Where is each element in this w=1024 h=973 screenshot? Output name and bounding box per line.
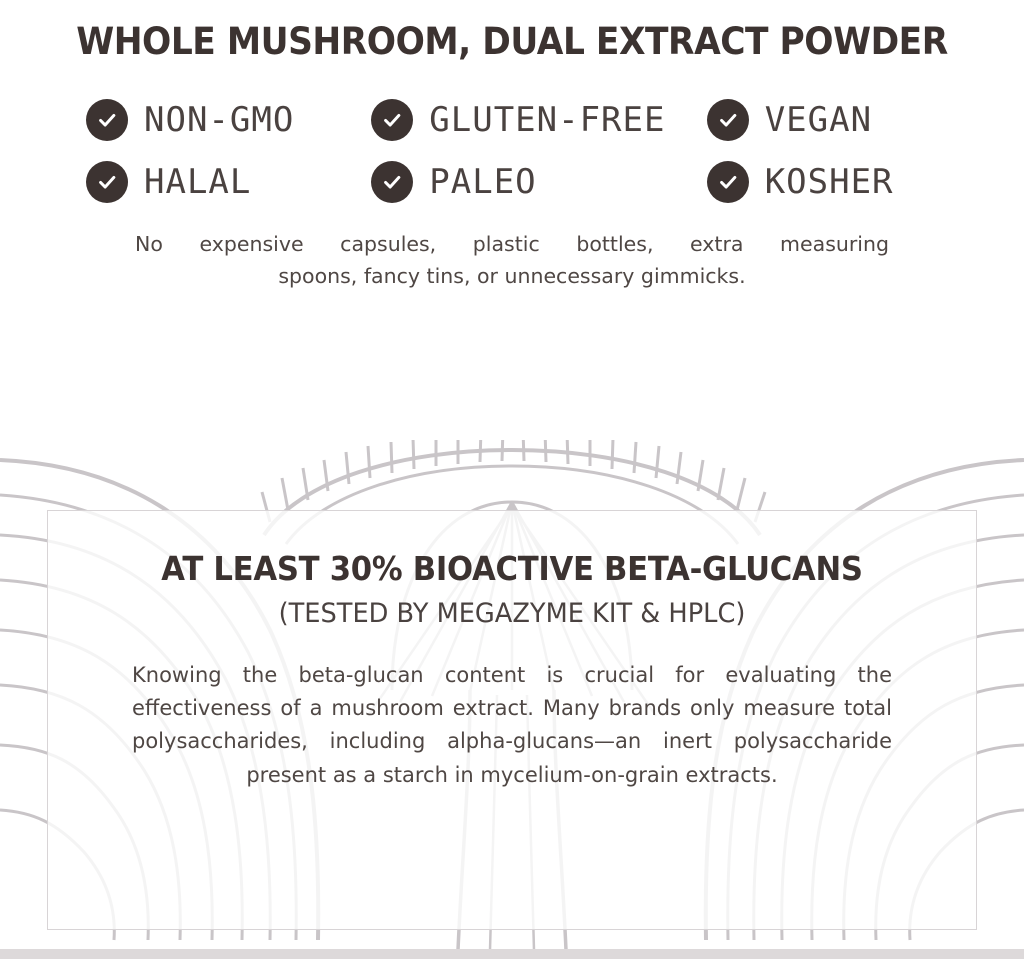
badge-row [86,161,938,203]
check-icon [371,161,413,203]
panel-subtitle: (TESTED BY MEGAZYME KIT & HPLC) [278,598,746,629]
subtext-line-1: No expensive capsules, plastic bottles, extra measuring [135,232,889,256]
check-icon [86,99,128,141]
badge-label: HALAL [144,162,252,202]
check-icon [707,161,749,203]
panel-body-text: Knowing the beta-glucan content is crucial for evaluating the effectiveness of a mushroom extract. Many brands only measure total polysaccharides, including alpha-glucans—an inert polysaccharide present as a starch in mycelium-on-grain extracts. [132,663,892,787]
check-icon [371,99,413,141]
baseline-divider [0,949,1024,959]
check-icon [86,161,128,203]
baseline-gap [0,959,1024,973]
check-icon [707,99,749,141]
page-title: WHOLE MUSHROOM, DUAL EXTRACT POWDER [76,20,948,63]
top-section [0,0,1024,293]
badge-paleo [371,161,706,203]
subtext-line-2: spoons, fancy tins, or unnecessary gimmicks. [278,263,746,288]
badge-label: VEGAN [764,100,873,140]
mushroom-illustration-section [0,440,1024,973]
beta-glucans-panel [47,510,977,930]
badge-label: GLUTEN-FREE [429,100,666,140]
badge-label: NON-GMO [144,100,295,140]
panel-title: AT LEAST 30% BIOACTIVE BETA-GLUCANS [161,549,863,588]
certification-badge-list [0,99,1024,203]
badge-vegan [707,99,938,141]
badge-label: KOSHER [764,162,894,202]
badge-kosher [707,161,938,203]
subtext-block [127,229,897,293]
badge-label: PALEO [429,162,537,202]
badge-halal [86,161,371,203]
badge-gluten-free [371,99,706,141]
badge-non-gmo [86,99,371,141]
badge-row [86,99,938,141]
